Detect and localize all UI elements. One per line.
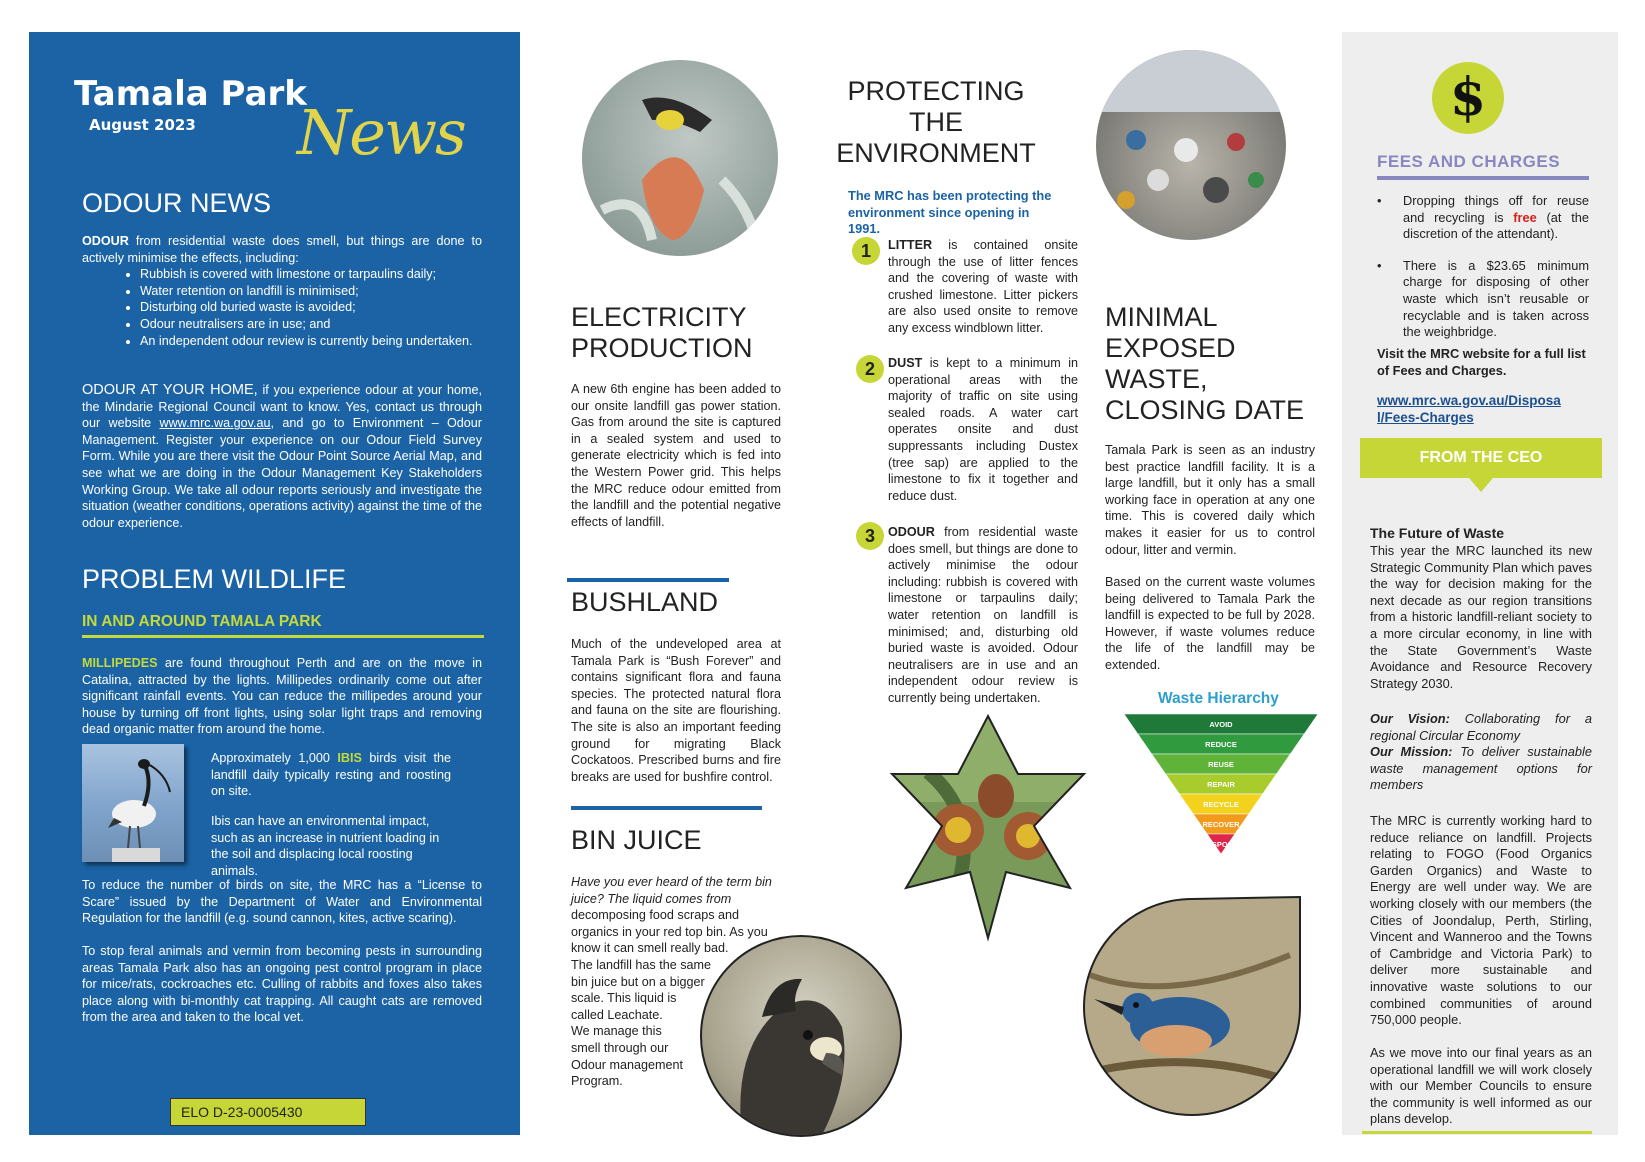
waste-hierarchy-graphic — [1124, 714, 1318, 854]
millipedes-body — [82, 655, 482, 738]
bin-juice-line: We manage this — [571, 1024, 662, 1039]
fees-bullets — [1377, 193, 1589, 341]
free-text: free — [1513, 209, 1537, 225]
litter-text: is contained onsite through the use of litter fences and the covering of waste with crushed limestone. Litter pickers are also used onsite to remove any excess windblown litter. — [888, 238, 1078, 335]
odour-home-body — [82, 382, 482, 531]
list-item: • Rubbish is covered with limestone or tarpaulins daily; — [140, 266, 482, 283]
bushland-body: Much of the undeveloped area at Tamala Park is “Bush Forever” and contains significant flora and fauna species. The protected natural flora and fauna on the site are flourishing. The site is also an important feeding ground for migrating Black Cockatoos. Prescribed burns and fire breaks are used for bushfire control. — [571, 637, 781, 784]
ibis-text-2: birds visit the landfill daily typically resting and roosting on site. — [211, 751, 451, 799]
license-body: To reduce the number of birds on site, the MRC has a “License to Scare” issued by the Department of Water and Environmental Regulation for the landfill (e.g. sound cannon, kites, active scaring). — [82, 878, 482, 926]
hierarchy-label: REPAIR — [1207, 780, 1235, 789]
hierarchy-label: REUSE — [1208, 760, 1234, 769]
fees-link-line-1[interactable]: www.mrc.wa.gov.au/Disposa — [1377, 393, 1561, 408]
wildlife-heading: PROBLEM WILDLIFE — [82, 564, 347, 594]
minimal-body-1: Tamala Park is seen as an industry best practice landfill facility. It is a large landfill, but it only has a small working face in operation at any one time. This is covered daily which makes it easier for us to control odour, litter and vermin. — [1105, 443, 1315, 557]
list-item: • Odour neutralisers are in use; and — [140, 316, 482, 333]
odour-lead-text: from residential waste does smell, but things are done to actively minimise the effects, including: — [82, 234, 482, 265]
electricity-heading-line-1: ELECTRICITY — [571, 302, 747, 332]
electricity-body: A new 6th engine has been added to our onsite landfill gas power station. Gas from around the site is captured in a sealed system and used to generate electricity which is fed into the Western Power grid. This helps the MRC reduce odour emitted from the landfill and the potential negative effects of landfill. — [571, 382, 781, 529]
bushland-heading: BUSHLAND — [571, 587, 719, 617]
waste-hierarchy-title: Waste Hierarchy — [1158, 690, 1279, 707]
odour-home-text-2: , and go to Environment – Odour Management. Register your experience on our Odour Field Survey Form. While you are there visit the Odour Point Source Aerial Map, and see what we are doing in the Odour Management Key Stakeholders Working Group. We take all odour reports seriously and investigate the situation (weather conditions, operations activity) against the time of the odour experience. — [82, 416, 482, 530]
bin-juice-line: The landfill has the same — [571, 957, 712, 972]
ibis-body — [211, 750, 451, 800]
hierarchy-label: RECOVER — [1202, 820, 1240, 829]
ibis-bold: IBIS — [337, 751, 362, 765]
odour-lead-bold: ODOUR — [82, 234, 129, 248]
ibis-text-1: Approximately 1,000 — [211, 751, 338, 765]
dust-body — [888, 355, 1078, 504]
list-item: • Disturbing old buried waste is avoided; — [140, 299, 482, 316]
ceo-vision — [1370, 711, 1592, 744]
bin-juice-line: Program. — [571, 1074, 623, 1089]
minimal-heading-line-3: WASTE, — [1105, 364, 1208, 394]
ibis-photo — [82, 744, 184, 862]
feral-body: To stop feral animals and vermin from becoming pests in surrounding areas Tamala Park also has an ongoing pest control program in place for mice/rats, cockroaches etc. Culling of rabbits and foxes also takes place along with bi-monthly cat trapping. All caught cats are removed from the area and taken to the local vet. — [82, 944, 482, 1025]
list-item: • Water retention on landfill is minimised; — [140, 283, 482, 300]
list-item: • An independent odour review is currently being undertaken. — [140, 333, 482, 350]
bin-juice-line: organics in your red top bin. As you — [571, 924, 768, 939]
wildlife-subheading: IN AND AROUND TAMALA PARK — [82, 613, 322, 630]
bullet-icon: • — [1377, 257, 1382, 273]
bullet-icon: • — [1377, 193, 1382, 208]
dust-text: is kept to a minimum in operational areas with the majority of traffic on site using sealed roads. A water cart operates onsite and dust suppressants including Dustex (tree sap) are applied to the limestone to fix it together and reduce dust. — [888, 356, 1078, 503]
minimal-heading-line-1: MINIMAL — [1105, 302, 1218, 332]
protecting-heading-line-1: PROTECTING — [847, 76, 1025, 106]
bushland-divider — [567, 578, 729, 582]
litter-bold: LITTER — [888, 238, 933, 252]
vision-label: Our Vision: — [1370, 711, 1450, 726]
masthead-script: News — [297, 96, 465, 169]
ceo-mission — [1370, 744, 1592, 794]
odour-number: 3 — [856, 522, 884, 550]
hierarchy-label: REDUCE — [1205, 740, 1237, 749]
litter-body — [888, 237, 1078, 337]
mrc-website-link[interactable]: www.mrc.wa.gov.au — [159, 416, 271, 431]
list-item — [1377, 193, 1589, 243]
left-column — [29, 32, 520, 1135]
fees-bullet-2: There is a $23.65 minimum charge for disposing of other waste which isn’t reusable or recyclable and is taken across the weighbridge. — [1403, 257, 1589, 340]
fees-bullet-1-text-1: Dropping things off for reuse and recycling is — [1403, 193, 1589, 225]
dollar-icon: $ — [1449, 67, 1487, 128]
fees-divider — [1377, 176, 1589, 180]
bin-juice-line: bin juice but on a bigger — [571, 974, 705, 989]
bin-juice-line: know it can smell really bad. — [571, 941, 729, 956]
minimal-heading-line-4: CLOSING DATE — [1105, 395, 1305, 425]
dust-number: 2 — [856, 355, 884, 383]
cockatoo-icon — [702, 937, 900, 1135]
odour-body — [888, 524, 1078, 707]
hierarchy-label: RECYCLE — [1203, 800, 1239, 809]
hierarchy-label: DISPOSE — [1204, 840, 1238, 849]
masthead-date: August 2023 — [89, 116, 196, 134]
millipedes-bold: MILLIPEDES — [82, 656, 158, 670]
fees-bullet-1 — [1403, 193, 1589, 243]
ceo-banner: FROM THE CEO — [1360, 438, 1602, 478]
landfill-icon — [1096, 50, 1286, 240]
bin-juice-line: juice? The liquid comes from — [571, 891, 732, 906]
fees-link[interactable] — [1377, 392, 1592, 426]
cockatoo-photo — [700, 935, 902, 1137]
odour-text: from residential waste does smell, but things are done to actively minimise the odour including: rubbish is covered with limestone or tarpaulins daily; water retention on landfill is minimised; and, disturbing old buried waste is avoided. Odour neutralisers are in use and an independent odour review is currently being undertaken. — [888, 525, 1078, 705]
elo-reference: ELO D-23-0005430 — [170, 1098, 366, 1126]
odour-home-bold: ODOUR AT YOUR HOME, — [82, 382, 258, 398]
masthead-title: Tamala Park — [74, 74, 307, 114]
bin-juice-heading: BIN JUICE — [571, 825, 702, 855]
bin-juice-line: scale. This liquid is — [571, 991, 677, 1006]
ceo-banner-pointer — [1469, 478, 1493, 492]
millipedes-text: are found throughout Perth and are on the move in Catalina, attracted by the lights. Millipedes ordinarily come out after significant rainfall events. You can reduce the millipedes around your house by turning off front lights, using solar light traps and removing dead organic matter from around the home. — [82, 656, 482, 737]
ibis-icon — [82, 744, 184, 862]
bin-juice-divider — [571, 806, 762, 810]
ibis-impact: Ibis can have an environmental impact, such as an increase in nutrient loading in the soil and displacing local roosting animals. — [211, 814, 440, 878]
list-item — [1377, 258, 1589, 341]
fees-link-line-2[interactable]: l/Fees-Charges — [1377, 410, 1474, 425]
electricity-heading — [571, 302, 753, 364]
minimal-heading-line-2: EXPOSED — [1105, 333, 1236, 363]
gumnut-icon — [888, 712, 1088, 942]
waste-hierarchy-pyramid — [1124, 714, 1318, 854]
mission-label: Our Mission: — [1370, 744, 1453, 759]
protecting-subhead: The MRC has been protecting the environment since opening in 1991. — [848, 188, 1052, 237]
right-column-footer-rule — [1362, 1131, 1592, 1134]
ceo-body-2: The MRC is currently working hard to reduce reliance on landfill. Projects relating to FOGO (Food Organics Garden Organics) and Waste to Energy are well under way. We are working closely with our members (the Cities of Joondalup, Perth, Stirling, Vincent and Wanneroo and the Towns of Cambridge and Victoria Park) to deliver more sustainable and innovative waste solutions to our combined communities of around 750,000 people. — [1370, 813, 1592, 1028]
wildlife-divider — [82, 635, 484, 638]
hierarchy-label: AVOID — [1209, 720, 1233, 729]
ceo-title: The Future of Waste — [1370, 525, 1505, 541]
bin-juice-line: Have you ever heard of the term bin — [571, 875, 772, 889]
ceo-body-1: This year the MRC launched its new Strategic Community Plan which paves the way for decision making for the next decade as our region transitions from a historic landfill-reliant society to a more circular economy, in line with the State Government’s Waste Avoidance and Resource Recovery Strategy 2030. — [1370, 543, 1592, 691]
bin-juice-line: Odour management — [571, 1057, 684, 1072]
kingfisher-icon — [1080, 895, 1302, 1121]
fees-heading: FEES AND CHARGES — [1377, 152, 1561, 171]
electricity-heading-line-2: PRODUCTION — [571, 333, 753, 363]
dollar-badge — [1432, 62, 1504, 134]
fees-bullet-1-text-2: (at the discretion of the attendant). — [1403, 209, 1589, 242]
protecting-heading — [836, 76, 1036, 169]
landfill-photo — [1096, 50, 1286, 240]
right-column — [1342, 32, 1618, 1135]
bird-flower-icon — [582, 60, 778, 256]
odour-news-body — [82, 233, 482, 349]
litter-number: 1 — [852, 237, 880, 265]
odour-home-text-1: if you experience odour at your home, the Mindarie Regional Council want to know. Yes, contact us through our website — [82, 383, 483, 431]
dust-bold: DUST — [888, 356, 923, 370]
odour-bold: ODOUR — [888, 525, 935, 539]
odour-bullet-list — [82, 266, 482, 349]
bin-juice-line: smell through our — [571, 1040, 669, 1055]
fees-visit-text: Visit the MRC website for a full list of Fees and Charges. — [1377, 346, 1586, 378]
odour-news-heading: ODOUR NEWS — [82, 188, 271, 218]
ceo-body-3: As we move into our final years as an operational landfill we will work closely with our Member Councils to ensure the community is well informed as our plans develop. — [1370, 1045, 1592, 1127]
minimal-body-2: Based on the current waste volumes being delivered to Tamala Park the landfill is expected to be full by 2028. However, if waste volumes reduce the life of the landfill may be extended. — [1105, 575, 1315, 672]
protecting-heading-line-2: THE — [909, 107, 963, 137]
bin-juice-line: called Leachate. — [571, 1007, 663, 1022]
bin-juice-line: decomposing food scraps and — [571, 908, 740, 923]
gumnut-star-photo — [888, 712, 1088, 942]
honeyeater-photo — [582, 60, 778, 256]
mission-text: To deliver sustainable waste management options for members — [1370, 744, 1592, 793]
minimal-heading — [1105, 302, 1304, 426]
vision-text: Collaborating for a regional Circular Economy — [1370, 711, 1592, 743]
kingfisher-photo — [1080, 895, 1302, 1121]
protecting-heading-line-3: ENVIRONMENT — [836, 138, 1036, 168]
